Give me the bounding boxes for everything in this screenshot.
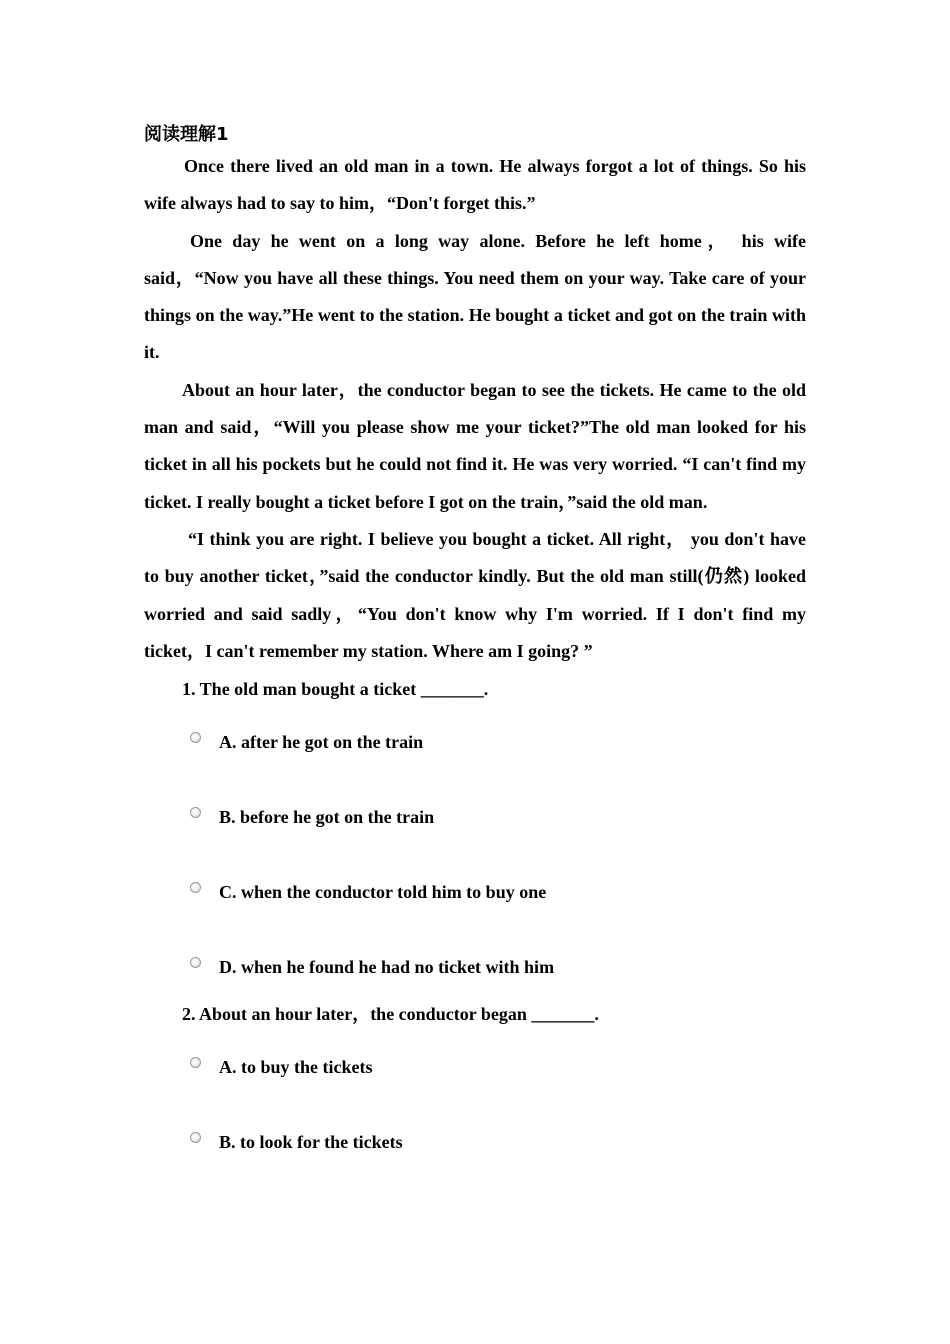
page-title: 阅读理解1	[144, 124, 229, 145]
answer-option-label: D. when he found he had no ticket with him	[219, 957, 555, 978]
answer-option[interactable]	[144, 716, 806, 791]
question-2	[144, 1001, 806, 1191]
radio-button-icon[interactable]	[190, 732, 201, 743]
answer-option-label: A. to buy the tickets	[219, 1057, 373, 1078]
question-text: 1. The old man bought a ticket _______.	[182, 679, 489, 700]
answer-option-label: B. before he got on the train	[219, 807, 435, 828]
radio-button-icon[interactable]	[190, 1057, 201, 1068]
radio-button-icon[interactable]	[190, 807, 201, 818]
question-text: 2. About an hour later，the conductor began _______.	[182, 1004, 599, 1025]
passage-paragraph-2: One day he went on a long way alone. Before he left home， his wife said，“Now you have all these things. You need them on your way. Take care of your things on the way.”He went to the station. He bought a ticket and got on the train with it.	[144, 230, 806, 363]
document-page	[144, 122, 806, 1191]
radio-button-icon[interactable]	[190, 882, 201, 893]
answer-option-label: A. after he got on the train	[219, 732, 424, 753]
answer-option[interactable]	[144, 791, 806, 866]
answer-option[interactable]	[144, 1116, 806, 1191]
answer-option[interactable]	[144, 866, 806, 941]
question-1	[144, 676, 806, 1001]
answer-option[interactable]	[144, 1041, 806, 1116]
radio-button-icon[interactable]	[190, 1132, 201, 1143]
passage-paragraph-4: “I think you are right. I believe you bought a ticket. All right， you don't have to buy another ticket，”said the conductor kindly. But the old man still(仍然) looked worried and said sadly，“You don't know why I'm worried. If I don't find my ticket，I can't remember my station. Where am I going? ”	[144, 528, 806, 661]
answer-option[interactable]	[144, 941, 806, 1001]
passage-paragraph-3: About an hour later，the conductor began to see the tickets. He came to the old man and said，“Will you please show me your ticket?”The old man looked for his ticket in all his pockets but he could not find it. He was very worried. “I can't find my ticket. I really bought a ticket before I got on the train，”said the old man.	[144, 379, 806, 512]
passage-paragraph-1: Once there lived an old man in a town. He always forgot a lot of things. So his wife always had to say to him，“Don't forget this.”	[144, 156, 806, 214]
answer-option-label: C. when the conductor told him to buy one	[219, 882, 547, 903]
answer-option-label: B. to look for the tickets	[219, 1132, 403, 1153]
radio-button-icon[interactable]	[190, 957, 201, 968]
